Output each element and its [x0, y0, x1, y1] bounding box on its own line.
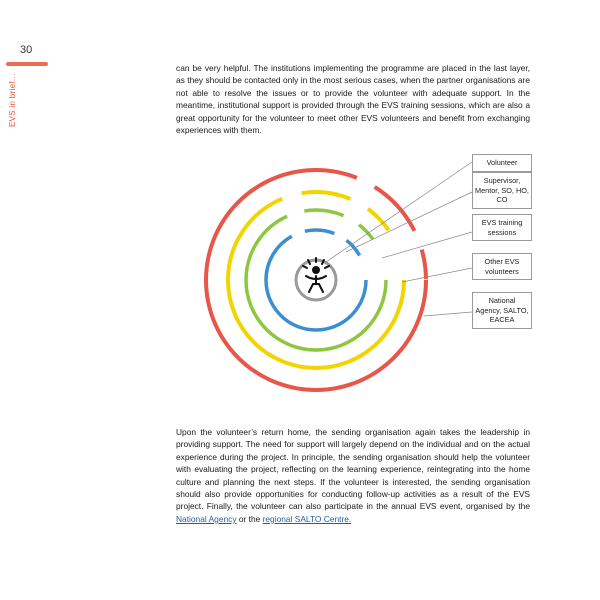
connector-supervisor	[346, 192, 472, 252]
connector-evs-training	[382, 232, 472, 258]
paragraph-bottom-middle: or the	[236, 513, 263, 524]
running-section-label: EVS in brief...	[8, 74, 17, 128]
paragraph-bottom	[176, 426, 530, 525]
legend-national-agency: National Agency, SALTO, EACEA	[472, 292, 532, 329]
connector-other-volunteers	[402, 268, 472, 282]
legend-volunteer: Volunteer	[472, 154, 532, 172]
connector-volunteer	[326, 162, 472, 262]
connector-national-agency	[424, 312, 472, 316]
legend-other-evs-volunteers: Other EVS volunteers	[472, 253, 532, 280]
paragraph-top: can be very helpful. The institutions implementing the programme are placed in the last layer, as they should be contacted only in the most serious cases, when the partner organisations are not able to resolve the issues or to provide the volunteer with adequate support. In the meantime, institutional support is provided through the EVS training sessions, which are also a great opportunity for the volunteer to meet other EVS volunteers and benefit from exchanging experiences with them.	[176, 63, 530, 136]
regional-salto-centre-link[interactable]: regional SALTO Centre.	[262, 513, 352, 524]
paragraph-bottom-text: Upon the volunteer’s return home, the sending organisation again takes the leadership in providing support. The need for support will largely depend on the individual and on the actual experience during the project. In principle, the sending organisation should help the volunteer with evaluating the project, reflecting on the learning experience, reintegrating into the home culture and planning the next steps. If the volunteer is interested, the sending organisation should also provide opportunities for conducting follow-up activities as a result of the EVS project. Finally, the volunteer can also participate in the annual EVS event, organised by the	[176, 427, 530, 512]
legend-supervisor-mentor: Supervisor, Mentor, SO, HO, CO	[472, 172, 532, 209]
page-number: 30	[20, 44, 33, 56]
legend-evs-training-sessions: EVS training sessions	[472, 214, 532, 241]
national-agency-link[interactable]: National Agency	[176, 513, 237, 524]
